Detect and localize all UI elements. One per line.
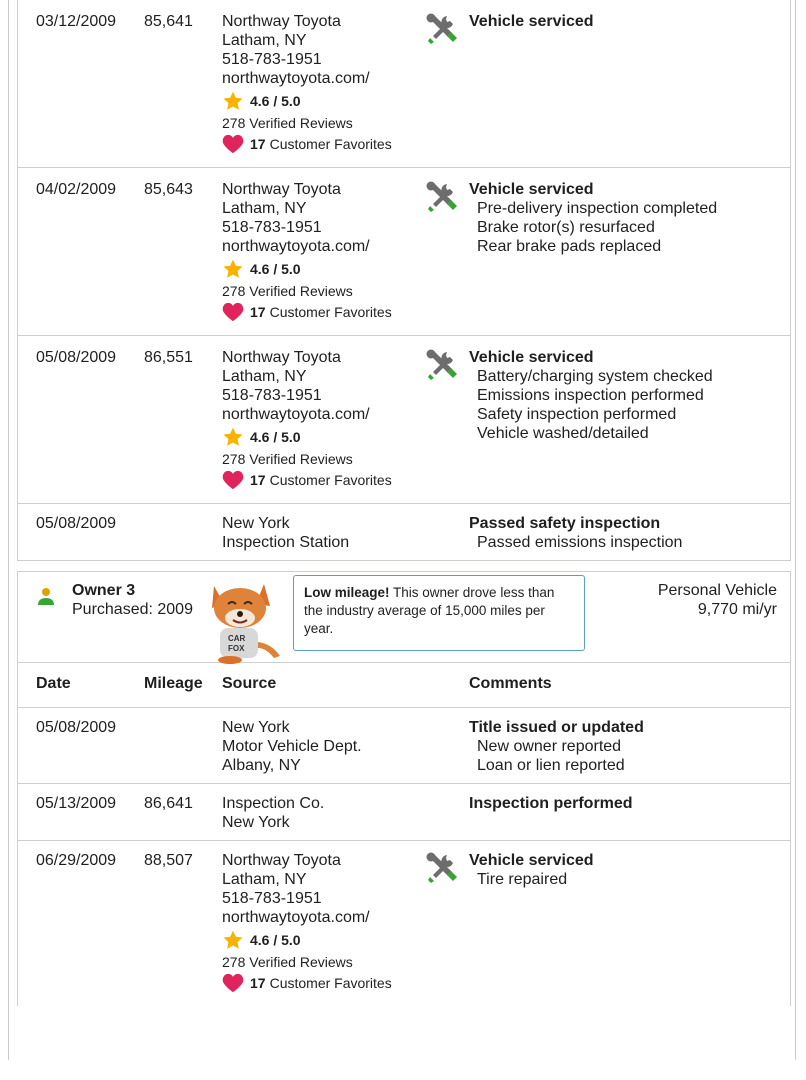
shop-name[interactable]: Northway Toyota [222,181,341,198]
record-date: 05/08/2009 [36,515,117,532]
record-mileage: 85,641 [144,13,193,30]
record-mileage: 86,551 [144,349,193,366]
comment-item: Loan or lien reported [477,757,625,774]
source-line: Inspection Co. [222,795,325,812]
comment-item: Rear brake pads replaced [477,238,662,255]
comment-title: Vehicle serviced [469,349,594,366]
source-line: New York [222,719,290,736]
customer-favorites [222,469,392,491]
heart-icon [222,134,244,154]
source-line: New York [222,814,290,831]
comment-item: Safety inspection performed [477,406,677,423]
table-header [18,662,790,708]
tools-icon [425,180,459,214]
customer-favorites [222,972,392,994]
table-row [18,0,790,168]
source-line: Albany, NY [222,757,301,774]
table-row [18,504,790,560]
record-source [222,348,392,491]
shop-rating [222,929,392,951]
callout-text: This owner drove less than the industry average of 15,000 miles per year. [304,585,555,636]
shop-rating [222,258,392,280]
record-comments [469,851,594,889]
comment-item: Pre-delivery inspection completed [477,200,718,217]
shop-location: Latham, NY [222,871,307,888]
verified-reviews-link[interactable]: 278 Verified Reviews [222,451,353,467]
star-icon [222,426,244,448]
heart-icon [222,302,244,322]
favorites-count: 17 [250,974,266,991]
shop-phone[interactable]: 518-783-1951 [222,219,322,236]
favorites-count: 17 [250,135,266,152]
person-icon [36,586,56,606]
svg-text:CAR: CAR [228,634,246,643]
customer-favorites [222,133,392,155]
comment-title: Vehicle serviced [469,13,594,30]
heart-icon [222,470,244,490]
verified-reviews-link[interactable]: 278 Verified Reviews [222,115,353,131]
record-mileage: 86,641 [144,795,193,812]
shop-website-link[interactable]: northwaytoyota.com/ [222,406,370,423]
column-header-mileage: Mileage [144,675,203,692]
shop-rating [222,90,392,112]
owner-3-section [17,571,791,1006]
verified-reviews-link[interactable]: 278 Verified Reviews [222,283,353,299]
table-row [18,168,790,336]
shop-name[interactable]: Northway Toyota [222,852,341,869]
shop-location: Latham, NY [222,368,307,385]
favorites-label: Customer Favorites [269,471,392,488]
owner-header [18,572,790,663]
callout-title: Low mileage! [304,585,390,600]
record-comments [469,794,633,813]
record-source [222,514,349,552]
shop-rating [222,426,392,448]
star-icon [222,90,244,112]
record-date: 05/08/2009 [36,719,117,736]
comment-title: Title issued or updated [469,719,644,736]
shop-phone[interactable]: 518-783-1951 [222,890,322,907]
comment-item: Tire repaired [477,871,568,888]
frame-right-border [795,0,796,1060]
record-date: 05/13/2009 [36,795,117,812]
tools-icon [425,851,459,885]
record-comments [469,718,644,775]
verified-reviews-link[interactable]: 278 Verified Reviews [222,954,353,970]
rating-value: 4.6 / 5.0 [250,428,301,445]
favorites-count: 17 [250,471,266,488]
comment-title: Inspection performed [469,795,633,812]
rating-value: 4.6 / 5.0 [250,260,301,277]
record-mileage: 88,507 [144,852,193,869]
comment-item: New owner reported [477,738,622,755]
shop-location: Latham, NY [222,200,307,217]
record-comments [469,180,717,256]
record-source [222,718,362,775]
table-row [18,708,790,784]
record-source [222,794,324,832]
record-date: 06/29/2009 [36,852,117,869]
favorites-label: Customer Favorites [269,303,392,320]
comment-title: Passed safety inspection [469,515,661,532]
record-source [222,180,392,323]
table-row [18,336,790,504]
source-line: Motor Vehicle Dept. [222,738,362,755]
shop-phone[interactable]: 518-783-1951 [222,387,322,404]
shop-website-link[interactable]: northwaytoyota.com/ [222,238,370,255]
table-row [18,784,790,841]
comment-item: Vehicle washed/detailed [477,425,649,442]
shop-name[interactable]: Northway Toyota [222,13,341,30]
record-source [222,12,392,155]
comment-item: Emissions inspection performed [477,387,704,404]
table-row [18,841,790,1006]
rating-value: 4.6 / 5.0 [250,92,301,109]
history-card-previous-owner [17,0,791,561]
comment-item: Battery/charging system checked [477,368,713,385]
source-line: Inspection Station [222,534,350,551]
owner-purchased: Purchased: 2009 [72,601,193,618]
car-fox-mascot-image [204,578,284,664]
rating-value: 4.6 / 5.0 [250,931,301,948]
heart-icon [222,973,244,993]
vehicle-use-type: Personal Vehicle [657,582,777,599]
record-date: 04/02/2009 [36,181,117,198]
record-date: 03/12/2009 [36,13,117,30]
record-comments [469,348,713,443]
shop-location: Latham, NY [222,32,307,49]
record-mileage: 85,643 [144,181,193,198]
tools-icon [425,12,459,46]
frame-left-border [8,0,9,1060]
record-source [222,851,392,994]
star-icon [222,929,244,951]
record-comments [469,12,594,31]
shop-website-link[interactable]: northwaytoyota.com/ [222,909,370,926]
star-icon [222,258,244,280]
source-line: New York [222,515,290,532]
column-header-source: Source [222,675,277,692]
comment-title: Vehicle serviced [469,181,594,198]
favorites-label: Customer Favorites [269,135,392,152]
low-mileage-callout [293,575,585,651]
record-date: 05/08/2009 [36,349,117,366]
shop-website-link[interactable]: northwaytoyota.com/ [222,70,370,87]
comment-item: Brake rotor(s) resurfaced [477,219,655,236]
owner-name: Owner 3 [72,582,136,599]
shop-phone[interactable]: 518-783-1951 [222,51,322,68]
record-comments [469,514,682,552]
comment-title: Vehicle serviced [469,852,594,869]
comment-item: Passed emissions inspection [477,534,683,551]
favorites-count: 17 [250,303,266,320]
svg-text:FOX: FOX [228,644,245,653]
column-header-date: Date [36,675,71,692]
tools-icon [425,348,459,382]
column-header-comments: Comments [469,675,552,692]
shop-name[interactable]: Northway Toyota [222,349,341,366]
miles-per-year: 9,770 mi/yr [697,601,777,618]
favorites-label: Customer Favorites [269,974,392,991]
customer-favorites [222,301,392,323]
